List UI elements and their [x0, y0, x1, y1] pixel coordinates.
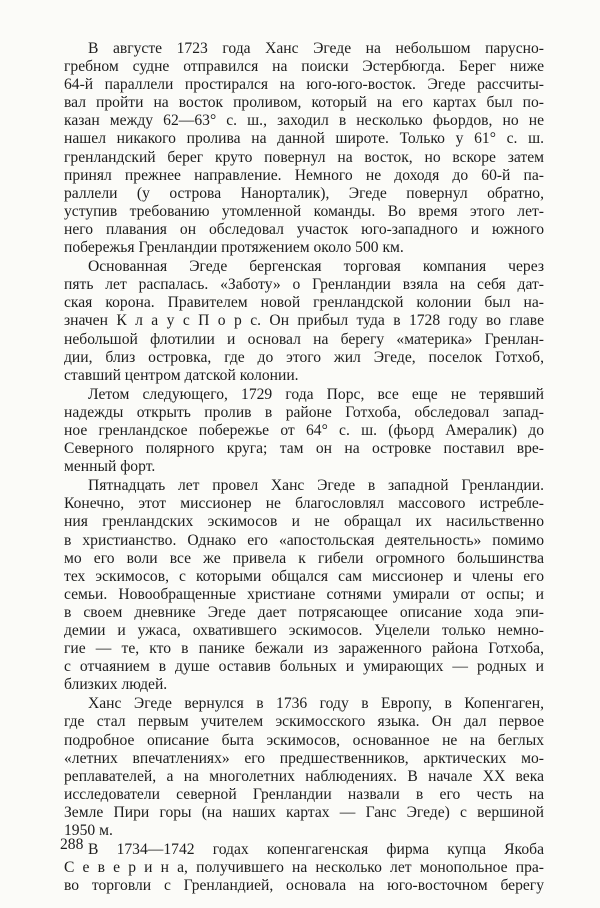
paragraph-pors-1729: [64, 386, 544, 476]
text-line: вал пройти на восток проливом, который на его картах был по-: [64, 94, 544, 112]
text-line: мо его воли все же привела к гибели огромного большинства: [64, 549, 544, 567]
paragraph-severin-1734: [64, 841, 544, 895]
text-line: гренландский берег круто повернул на восток, но вскоре затем: [64, 148, 544, 166]
text-line: с отчаянием в душе оставив больных и умирающих — родных и: [64, 658, 544, 676]
page-number: 288: [60, 836, 84, 853]
text-line: В августе 1723 года Ханс Эгеде на небольшом парусно-: [88, 40, 544, 57]
text-line: Основанная Эгеде бергенская торговая компания через: [88, 258, 544, 276]
text-line: небольшой флотилии и основал на берегу «материка» Гренлан-: [64, 330, 544, 348]
text-line: Ханс Эгеде вернулся в 1736 году в Европу, в Копенгаген,: [88, 695, 544, 713]
text-line: гребном судне отправился на поиски Эстербюгда. Берег ниже: [64, 58, 544, 76]
text-line: «летних впечатлениях» его предшественников, арктических мо-: [64, 749, 544, 767]
paragraph-egede-return-1736: [64, 695, 544, 840]
text-line: реплавателей, а на многолетних наблюдениях. В начале XX века: [64, 767, 544, 785]
text-line: принял прежнее направление. Немного не доходя до 60-й па-: [64, 166, 544, 184]
text-line: пять лет распалась. «Заботу» о Гренландии взяла на себя дат-: [64, 276, 544, 294]
text-line: ное гренландское побережье от 64° с. ш. (фьорд Амералик) до: [64, 421, 544, 439]
text-line: него плавания он обследовал участок юго-западного и южного: [64, 220, 544, 238]
text-line: где стал первым учителем эскимосского языка. Он дал первое: [64, 713, 544, 731]
text-line: ния гренландских эскимосов и не обращал их насильственно: [64, 513, 544, 531]
text-line: значен К л а у с П о р с. Он прибыл туда в 1728 году во главе: [64, 312, 544, 330]
text-line: казан между 62—63° с. ш., заходил в несколько фьордов, но не: [64, 112, 544, 130]
text-line: С е в е р и н а, получившего на несколько лет монопольное пра-: [64, 859, 544, 877]
text-line: раллели (у острова Нанорталик), Эгеде повернул обратно,: [64, 184, 544, 202]
text-line: нашел никакого пролива на данной широте. Только у 61° с. ш.: [64, 130, 544, 148]
text-line: менный форт.: [64, 458, 156, 476]
document-page: [64, 40, 544, 895]
text-line: побережья Гренландии протяжением около 500 км.: [64, 239, 404, 257]
text-line: надежды открыть пролив в районе Готхоба, обследовал запад-: [64, 403, 544, 421]
text-line: Земле Пири горы (на наших картах — Ганс Эгеде) с вершиной: [64, 803, 544, 821]
text-line: 64-й параллели простирался на юго-юго-восток. Эгеде рассчиты-: [64, 76, 544, 94]
text-line: Северного полярного круга; там он на островке поставил вре-: [64, 440, 544, 458]
text-line: близких людей.: [64, 676, 168, 694]
text-line: демии и ужаса, охватившего эскимосов. Уцелели только немно-: [64, 622, 544, 639]
text-line: Летом следующего, 1729 года Порс, все еще не терявший: [88, 385, 544, 403]
paragraph-bergen-company: [64, 258, 544, 385]
text-line: Пятнадцать лет провел Ханс Эгеде в западной Гренландии.: [88, 477, 544, 495]
text-line: В 1734—1742 годах копенгагенская фирма купца Якоба: [88, 841, 544, 859]
text-line: подробное описание быта эскимосов, основанное не на беглых: [64, 731, 544, 749]
text-line: 1950 м.: [64, 822, 113, 840]
text-line: гие — те, кто в панике бежали из зараженного района Готхоба,: [64, 640, 544, 658]
paragraph-egede-voyage-1723: [64, 40, 544, 257]
text-line: уступив требованию утомленной команды. Во время этого лет-: [64, 202, 544, 220]
text-line: в христианство. Однако его «апостольская деятельность» помимо: [64, 531, 544, 549]
text-line: Конечно, этот миссионер не благословлял массового истребле-: [64, 495, 544, 513]
text-line: исследователи северной Гренландии назвали в его честь на: [64, 785, 544, 803]
text-line: тех эскимосов, с которыми общался сам миссионер и члены его: [64, 567, 544, 585]
text-line: ставший центром датской колонии.: [64, 366, 299, 384]
text-line: дии, близ островка, где до этого жил Эгеде, поселок Готхоб,: [64, 348, 544, 366]
text-line: ская корона. Правителем новой гренландской колонии был на-: [64, 294, 544, 312]
paragraph-fifteen-years: [64, 477, 544, 694]
text-line: семьи. Новообращенные христиане сотнями умирали от оспы; и: [64, 585, 544, 603]
text-line: в своем дневнике Эгеде дает потрясающее описание хода эпи-: [64, 603, 544, 621]
text-line: во торговли с Гренландией, основала на юго-восточном берегу: [64, 877, 544, 895]
